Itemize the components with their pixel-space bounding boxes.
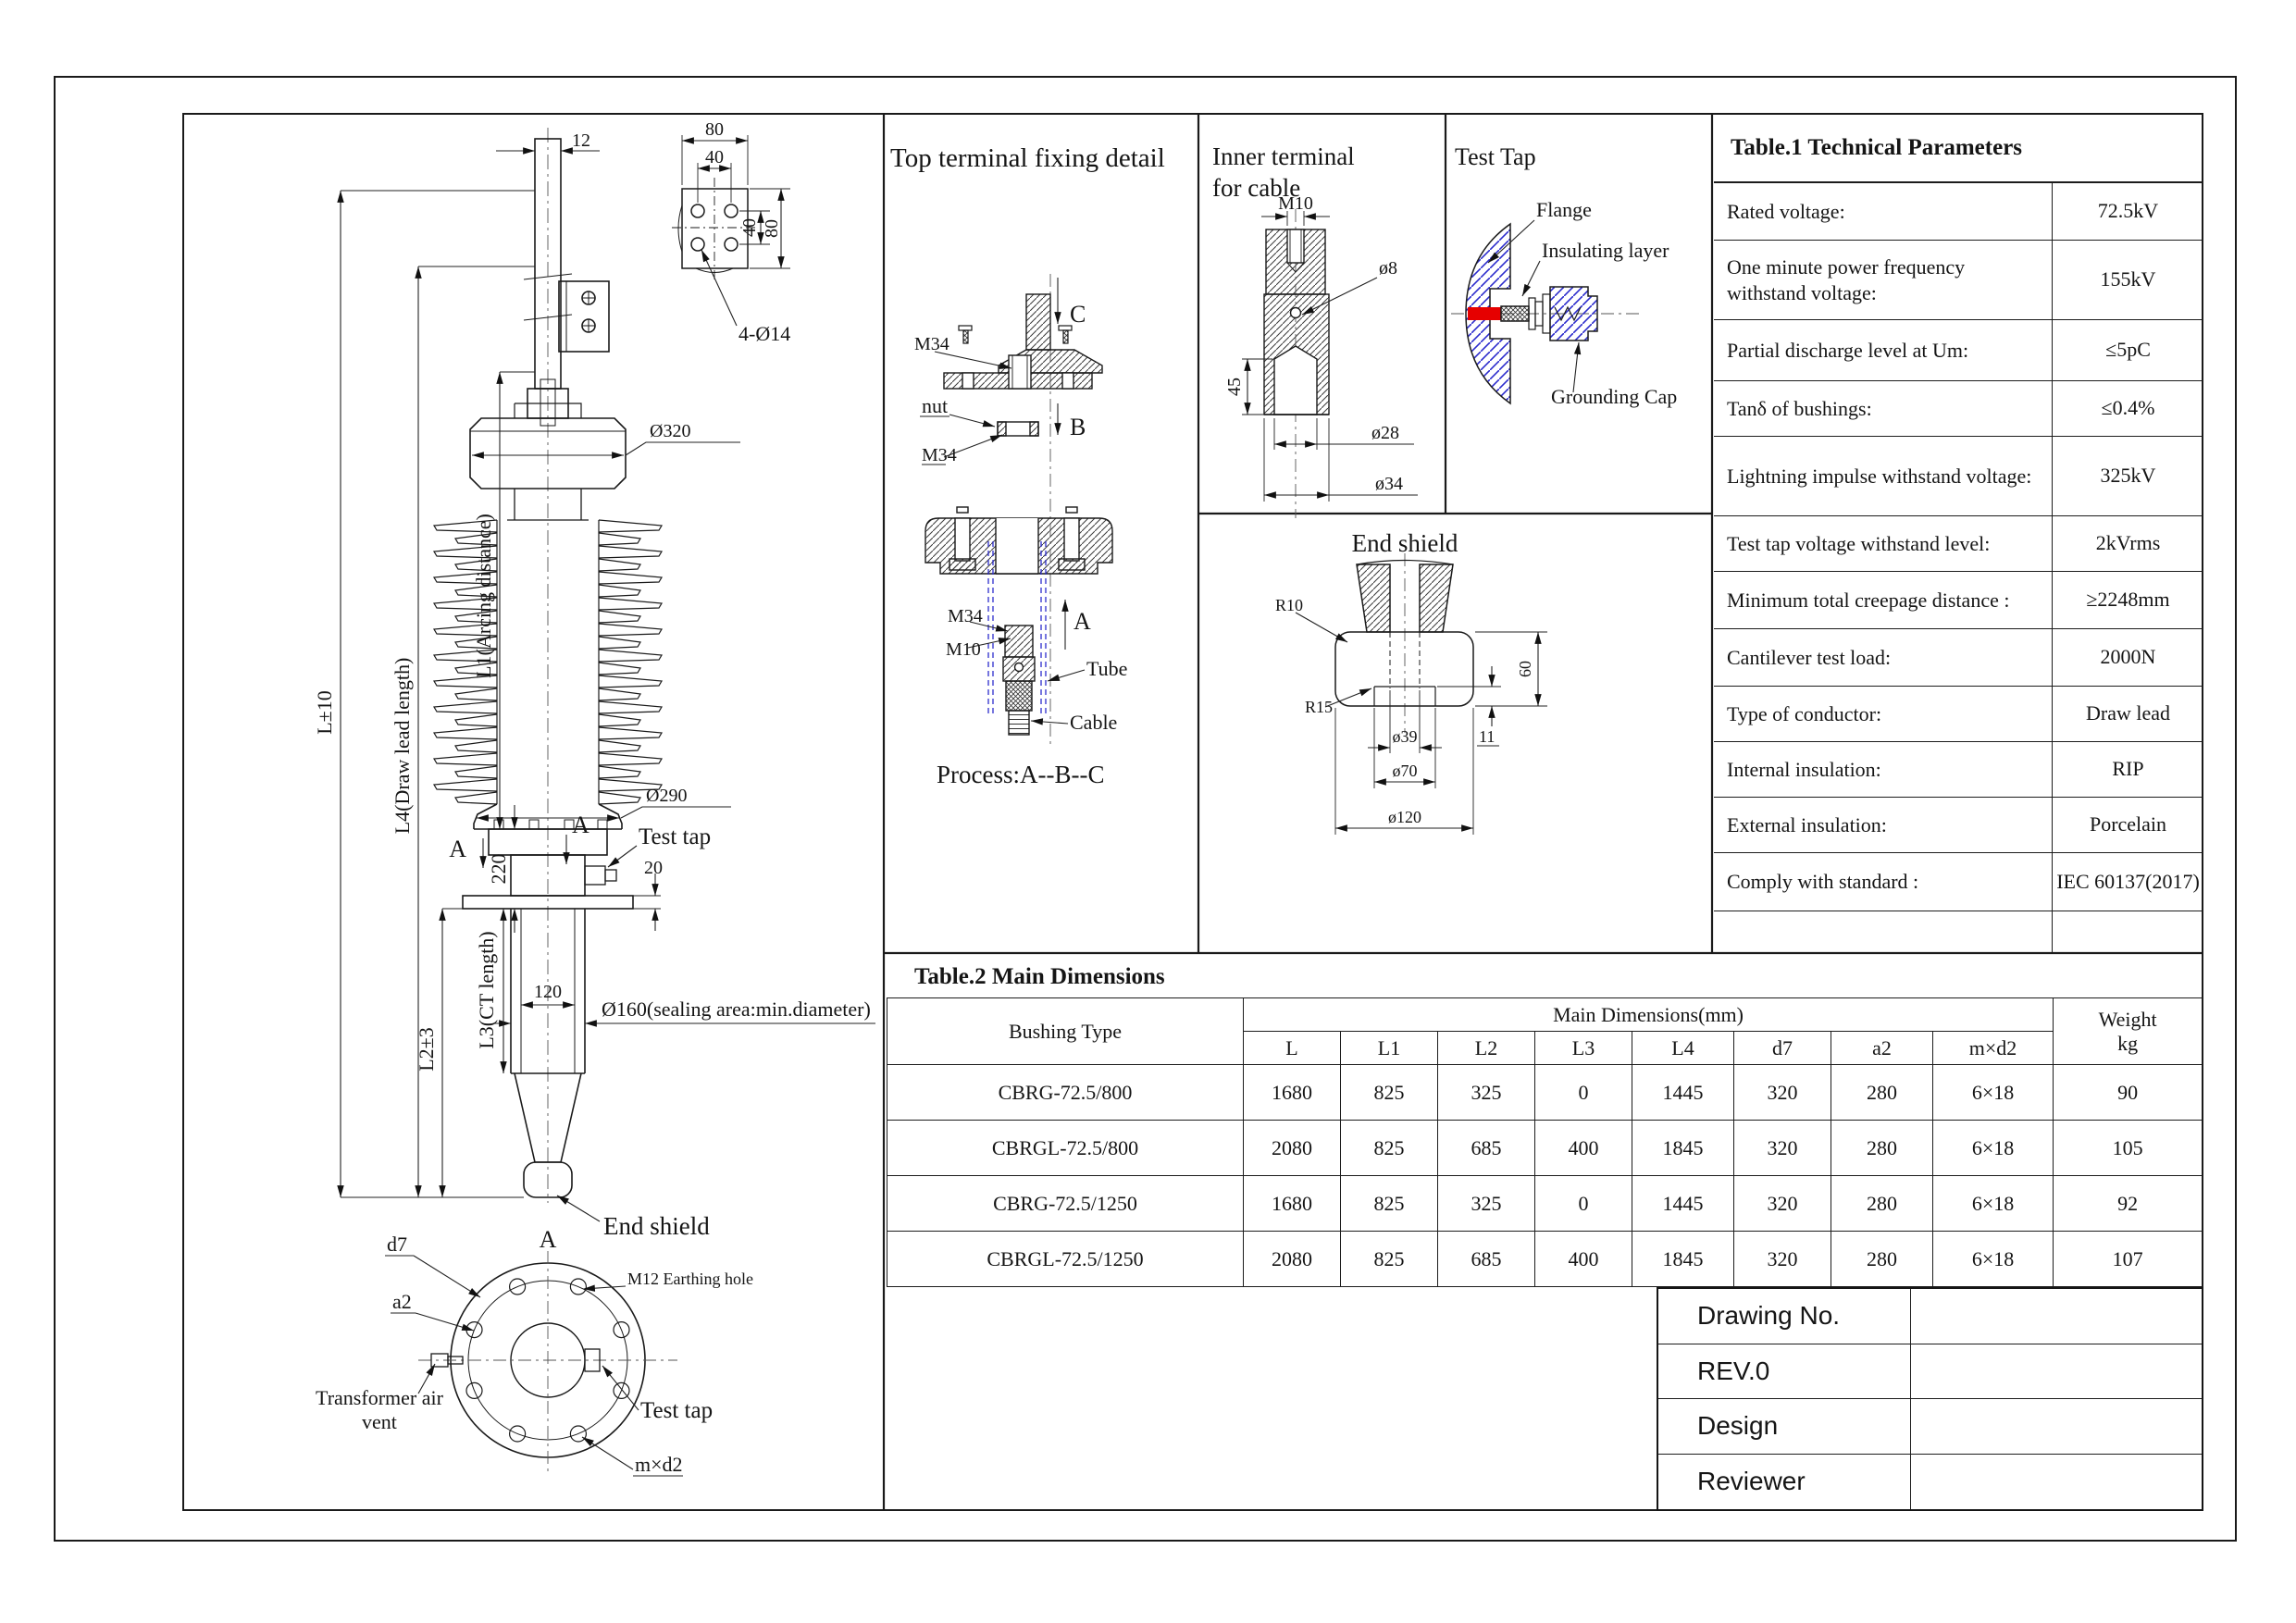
t2-cell: 90 — [2054, 1065, 2203, 1121]
tt-m10: M10 — [946, 639, 981, 660]
t1-value: 325kV — [2052, 437, 2203, 515]
t2-col: L — [1244, 1032, 1341, 1065]
top-terminal-title: Top terminal fixing detail — [890, 143, 1165, 173]
t2-cell: 320 — [1734, 1065, 1831, 1121]
dim-d290: Ø290 — [646, 786, 688, 806]
rev-label: REV.0 — [1658, 1344, 1911, 1399]
bv-d7: d7 — [387, 1233, 407, 1256]
t1-value: 155kV — [2052, 241, 2203, 319]
t2-cell: 1445 — [1632, 1176, 1734, 1232]
test-tap-title: Test Tap — [1455, 143, 1536, 170]
dim-d320: Ø320 — [650, 421, 691, 441]
it-45: 45 — [1224, 378, 1245, 396]
dim-L1: L1(Arcing distance) — [472, 514, 495, 678]
label-test-tap: Test tap — [639, 824, 712, 849]
t2-cell: 280 — [1831, 1232, 1933, 1287]
t1-value: ≥2248mm — [2052, 572, 2203, 628]
design-value — [1911, 1399, 2202, 1454]
t2-col: a2 — [1831, 1032, 1933, 1065]
t2-col: L1 — [1341, 1032, 1438, 1065]
t1-label: One minute power frequency withstand voltage: — [1727, 255, 1966, 304]
t2-cell: 825 — [1341, 1065, 1438, 1121]
t2-cell: 280 — [1831, 1176, 1933, 1232]
t1-value: IEC 60137(2017) — [2052, 853, 2203, 911]
t2-col: L3 — [1535, 1032, 1632, 1065]
plate-dim-40: 40 — [705, 147, 724, 167]
t1-label: Lightning impulse withstand voltage: — [1727, 464, 2032, 488]
t1-value: 2000N — [2052, 629, 2203, 686]
plate-dim-40v: 40 — [739, 218, 760, 237]
reviewer-value — [1911, 1455, 2202, 1510]
t1-label: Internal insulation: — [1727, 757, 1881, 781]
bv-vent-2: vent — [362, 1410, 397, 1433]
t2-cell: 6×18 — [1933, 1065, 2054, 1121]
dim-120: 120 — [534, 982, 562, 1002]
t2-cell: 280 — [1831, 1121, 1933, 1176]
t2-cell: 6×18 — [1933, 1121, 2054, 1176]
t2-cell: 6×18 — [1933, 1232, 2054, 1287]
test-tap-detail — [1451, 143, 1677, 408]
t2-type-header: Bushing Type — [887, 998, 1244, 1065]
tt-insulating: Insulating layer — [1542, 239, 1669, 262]
t2-cell: CBRGL-72.5/1250 — [887, 1232, 1244, 1287]
t2-cell: CBRG-72.5/800 — [887, 1065, 1244, 1121]
t2-cell: 325 — [1438, 1065, 1535, 1121]
title-block — [1657, 1287, 2203, 1511]
dim-12: 12 — [572, 130, 590, 151]
title-block-row — [1658, 1344, 2202, 1400]
t1-label — [1714, 911, 2052, 953]
t1-value — [2052, 911, 2203, 953]
t2-cell: 825 — [1341, 1121, 1438, 1176]
t1-label: Rated voltage: — [1727, 199, 1845, 223]
table1-title: Table.1 Technical Parameters — [1714, 115, 2203, 183]
t2-cell: 320 — [1734, 1232, 1831, 1287]
inner-terminal-title-1: Inner terminal — [1212, 142, 1355, 170]
t2-group-header: Main Dimensions(mm) — [1244, 998, 2054, 1032]
t1-value: ≤5pC — [2052, 320, 2203, 380]
es-d120: ø120 — [1388, 808, 1421, 826]
bottom-flange-view — [316, 1233, 753, 1476]
t2-cell: CBRGL-72.5/800 — [887, 1121, 1244, 1176]
design-label: Design — [1658, 1399, 1911, 1454]
tt-a: A — [1074, 608, 1091, 635]
plate-dim-80v: 80 — [762, 219, 782, 238]
it-d34: ø34 — [1375, 474, 1403, 494]
tt-flange: Flange — [1536, 198, 1592, 221]
t2-cell: 685 — [1438, 1232, 1535, 1287]
section-a-left: A — [449, 836, 466, 862]
it-d8: ø8 — [1379, 258, 1397, 279]
t2-cell: 825 — [1341, 1176, 1438, 1232]
bv-vent-1: Transformer air — [316, 1386, 443, 1409]
t2-cell: 280 — [1831, 1065, 1933, 1121]
title-block-row — [1658, 1399, 2202, 1455]
t2-col: m×d2 — [1933, 1032, 2054, 1065]
main-dimensions-table — [887, 997, 2203, 1287]
table-row — [887, 1176, 2203, 1232]
rev-value — [1911, 1344, 2202, 1399]
t1-label: Cantilever test load: — [1727, 645, 1892, 669]
t2-cell: 0 — [1535, 1176, 1632, 1232]
es-d39: ø39 — [1392, 727, 1418, 746]
plate-holes-label: 4-Ø14 — [738, 322, 791, 345]
t2-cell: 400 — [1535, 1121, 1632, 1176]
t2-cell: 2080 — [1244, 1121, 1341, 1176]
t2-weight-label: Weight — [2098, 1008, 2157, 1032]
bushing-side-view — [434, 128, 662, 1203]
t1-value: Porcelain — [2052, 798, 2203, 852]
reviewer-label: Reviewer — [1658, 1455, 1911, 1510]
t2-cell: 400 — [1535, 1232, 1632, 1287]
bushing-side-texts — [313, 130, 871, 1253]
es-60: 60 — [1516, 661, 1534, 677]
t1-value: 72.5kV — [2052, 183, 2203, 240]
bv-mxd2: m×d2 — [635, 1453, 683, 1476]
t2-cell: 685 — [1438, 1121, 1535, 1176]
t1-value: Draw lead — [2052, 687, 2203, 741]
bv-earthing: M12 Earthing hole — [627, 1270, 753, 1288]
t1-value: 2kVrms — [2052, 516, 2203, 571]
t1-label: Type of conductor: — [1727, 701, 1882, 725]
drawing-no-value — [1911, 1289, 2202, 1344]
plate-dim-80: 80 — [705, 119, 724, 140]
es-r10: R10 — [1275, 596, 1304, 614]
end-shield-title: End shield — [1351, 529, 1458, 557]
table-row — [887, 1232, 2203, 1287]
t2-col: L4 — [1632, 1032, 1734, 1065]
t2-cell: 105 — [2054, 1121, 2203, 1176]
t1-value: ≤0.4% — [2052, 381, 2203, 436]
it-d28: ø28 — [1371, 423, 1399, 443]
t2-cell: 825 — [1341, 1232, 1438, 1287]
dim-L4: L4(Draw lead length) — [391, 657, 414, 835]
t2-col: d7 — [1734, 1032, 1831, 1065]
it-m10: M10 — [1278, 193, 1313, 214]
tt-m34-2: M34 — [922, 445, 957, 465]
terminal-plate-detail — [672, 119, 790, 345]
top-terminal-fixing-detail — [890, 143, 1165, 788]
tt-grounding: Grounding Cap — [1551, 385, 1678, 408]
tt-m34-1: M34 — [914, 334, 949, 354]
t1-value: RIP — [2052, 742, 2203, 797]
drawing-no-label: Drawing No. — [1658, 1289, 1911, 1344]
t2-cell: 320 — [1734, 1176, 1831, 1232]
end-shield-detail — [1275, 529, 1547, 835]
t1-label: Test tap voltage withstand level: — [1727, 531, 1991, 555]
tt-nut: nut — [922, 394, 949, 417]
tt-cable: Cable — [1070, 711, 1118, 734]
dim-220: 220 — [487, 853, 510, 885]
tt-m34-3: M34 — [948, 606, 983, 626]
table-row — [887, 1065, 2203, 1121]
dim-d160: Ø160(sealing area:min.diameter) — [602, 997, 871, 1021]
dim-20: 20 — [644, 858, 663, 878]
t1-label: Comply with standard : — [1727, 870, 1919, 894]
table2-title: Table.2 Main Dimensions — [914, 964, 1165, 989]
t2-cell: 1680 — [1244, 1176, 1341, 1232]
t2-col: L2 — [1438, 1032, 1535, 1065]
t1-label: Tanδ of bushings: — [1727, 396, 1872, 420]
title-block-row — [1658, 1455, 2202, 1510]
tt-tube: Tube — [1086, 657, 1128, 680]
label-end-shield: End shield — [603, 1212, 710, 1240]
tt-b: B — [1070, 414, 1086, 440]
bv-a2: a2 — [392, 1290, 412, 1313]
es-11: 11 — [1479, 727, 1496, 746]
t2-cell: CBRG-72.5/1250 — [887, 1176, 1244, 1232]
inner-terminal-title-2: for cable — [1212, 174, 1301, 202]
t1-label: Partial discharge level at Um: — [1727, 338, 1969, 362]
tt-process: Process:A--B--C — [937, 761, 1105, 788]
t2-cell: 1845 — [1632, 1232, 1734, 1287]
technical-parameters-table — [1714, 115, 2203, 953]
t2-weight-header — [2054, 998, 2203, 1065]
dim-L2: L2±3 — [415, 1027, 438, 1072]
t2-cell: 1680 — [1244, 1065, 1341, 1121]
t2-weight-unit: kg — [2117, 1031, 2139, 1055]
tt-c: C — [1070, 301, 1086, 328]
t2-cell: 107 — [2054, 1232, 2203, 1287]
t2-cell: 325 — [1438, 1176, 1535, 1232]
inner-terminal-detail — [1212, 142, 1418, 518]
t2-cell: 320 — [1734, 1121, 1831, 1176]
t2-cell: 2080 — [1244, 1232, 1341, 1287]
es-r15: R15 — [1305, 698, 1334, 716]
t2-cell: 6×18 — [1933, 1176, 2054, 1232]
t1-label: Minimum total creepage distance : — [1727, 588, 2010, 612]
es-d70: ø70 — [1392, 762, 1418, 780]
title-block-row — [1658, 1289, 2202, 1344]
section-a-right: A — [572, 812, 590, 838]
t2-cell: 0 — [1535, 1065, 1632, 1121]
t2-cell: 1445 — [1632, 1065, 1734, 1121]
t2-cell: 1845 — [1632, 1121, 1734, 1176]
bv-test-tap: Test tap — [640, 1398, 714, 1423]
table-row — [887, 1121, 2203, 1176]
dim-L: L±10 — [313, 690, 336, 735]
t1-label: External insulation: — [1727, 812, 1887, 836]
dim-L3: L3(CT length) — [475, 931, 498, 1049]
t2-cell: 92 — [2054, 1176, 2203, 1232]
view-a-label: A — [539, 1226, 557, 1253]
